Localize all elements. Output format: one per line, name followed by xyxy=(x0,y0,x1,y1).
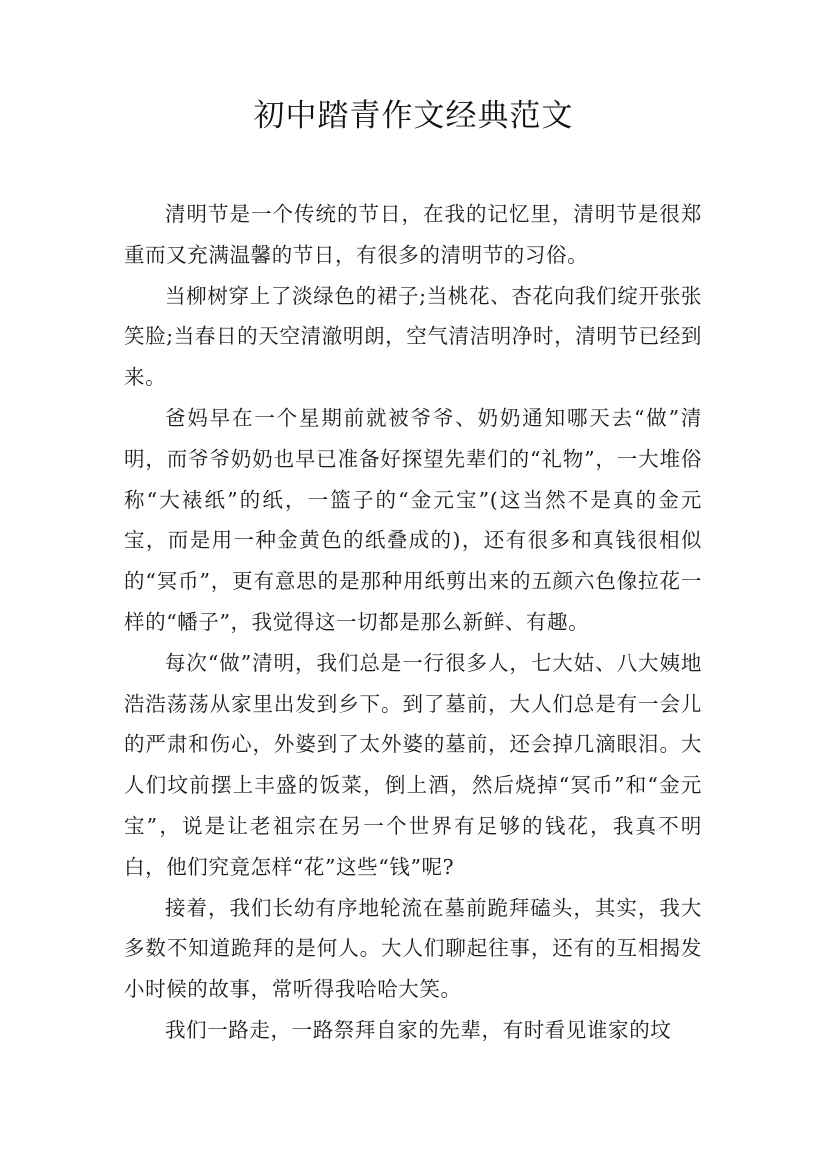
document-title: 初中踏青作文经典范文 xyxy=(253,98,574,134)
paragraph: 清明节是一个传统的节日，在我的记忆里，清明节是很郑重而又充满温馨的节日，有很多的清明节的习俗。 xyxy=(124,202,702,267)
paragraph: 每次“做”清明，我们总是一行很多人，七大姑、八大姨地浩浩荡荡从家里出发到乡下。到了墓前，大人们总是有一会儿的严肃和伤心，外婆到了太外婆的墓前，还会掉几滴眼泪。大人们坟前摆上丰盛的饭菜，倒上酒，然后烧掉“冥币”和“金元宝”，说是让老祖宗在另一个世界有足够的钱花，我真不明白，他们究竟怎样“花”这些“钱”呢? xyxy=(124,650,702,879)
paragraph: 我们一路走，一路祭拜自家的先辈，有时看见谁家的坟 xyxy=(165,1017,672,1042)
paragraph: 接着，我们长幼有序地轮流在墓前跪拜磕头，其实，我大多数不知道跪拜的是何人。大人们聊起往事，还有的互相揭发小时候的故事，常听得我哈哈大笑。 xyxy=(124,895,702,1002)
paragraph: 当柳树穿上了淡绿色的裙子;当桃花、杏花向我们绽开张张笑脸;当春日的天空清澈明朗，空气清洁明净时，清明节已经到来。 xyxy=(124,283,702,390)
paragraph: 爸妈早在一个星期前就被爷爷、奶奶通知哪天去“做”清明，而爷爷奶奶也早已准备好探望先辈们的“礼物”，一大堆俗称“大裱纸”的纸，一篮子的“金元宝”(这当然不是真的金元宝，而是用一种金黄色的纸叠成的)，还有很多和真钱很相似的“冥币”，更有意思的是那种用纸剪出来的五颜六色像拉花一样的“幡子”，我觉得这一切都是那么新鲜、有趣。 xyxy=(124,405,702,634)
document-body xyxy=(124,194,702,1051)
